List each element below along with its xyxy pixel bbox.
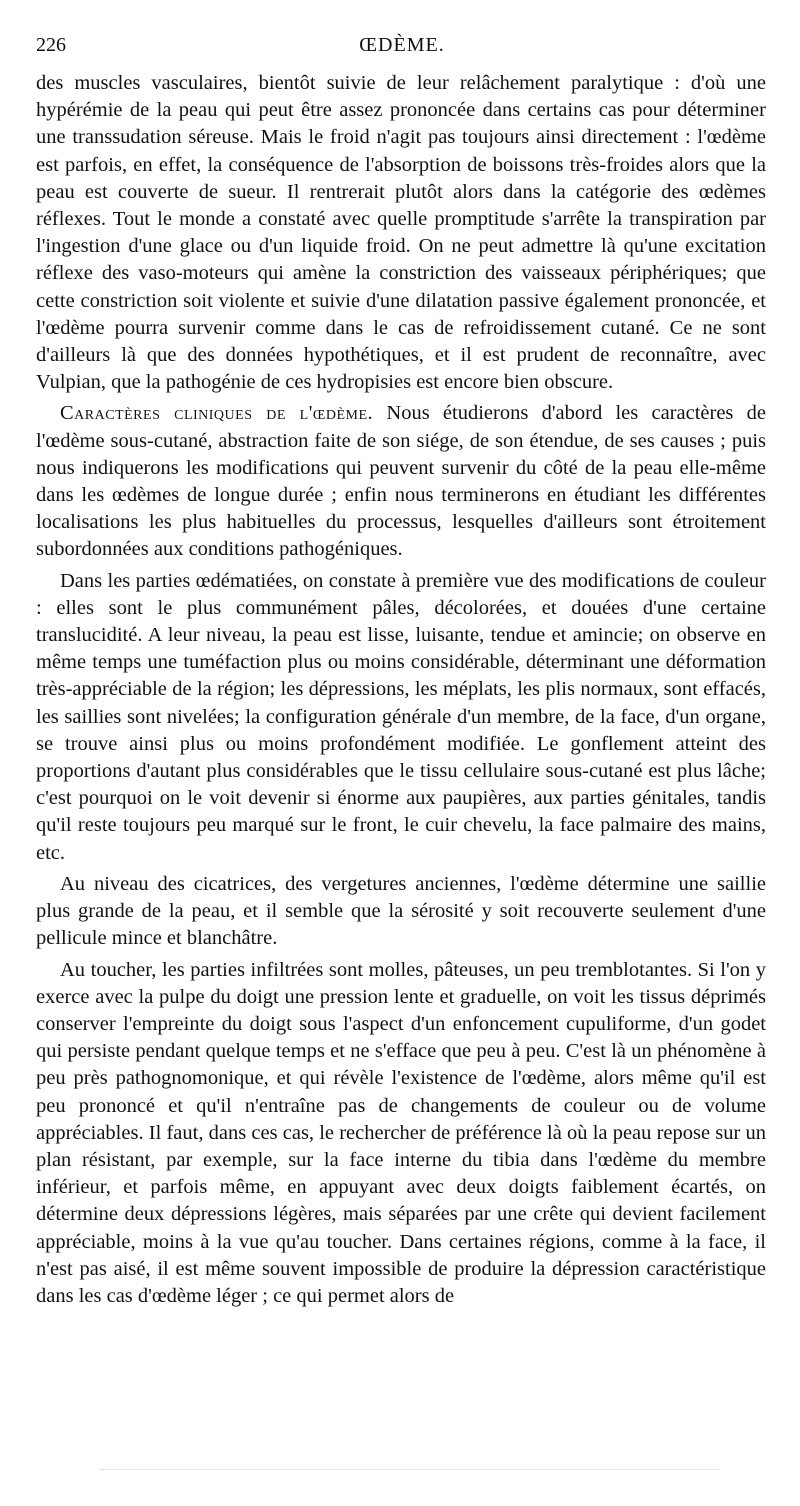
body-text	[36, 70, 766, 1314]
paragraph-text: Dans les parties œdématiées, on constate à première vue des modifications de couleur : elles sont le plus communément pâles, décolorées, et douées d'une certaine translucidité. A leur niveau, la peau est lisse, luisante, tendue et amincie; on observe en même temps une tuméfaction plus ou moins considérable, déterminant une déformation très-appréciable de la région; les dépressions, les méplats, les plis normaux, sont effacés, les saillies sont nivelées; la configuration générale d'un membre, de la face, d'un organe, se trouve ainsi plus ou moins profondément modifiée. Le gonflement atteint des proportions d'autant plus considérables que le tissu cellulaire sous-cutané est plus lâche; c'est pourquoi on le voit devenir si énorme aux paupières, aux parties génitales, tandis qu'il reste toujours peu marqué sur le front, le cuir chevelu, la face palmaire des mains, etc.	[36, 569, 766, 864]
page-number: 226	[36, 34, 66, 56]
paragraph-text: des muscles vasculaires, bientôt suivie de leur relâchement paralytique : d'où une hypérémie de la peau qui peut être assez prononcée dans certains cas pour déterminer une transsudation séreuse. Mais le froid n'agit pas toujours ainsi directement : l'œdème est parfois, en effet, la conséquence de l'absorption de boissons très-froides alors que la peau est couverte de sueur. Il rentrerait plutôt alors dans la catégorie des œdèmes réflexes. Tout le monde a constaté avec quelle promptitude s'arrête la transpiration par l'ingestion d'une glace ou d'un liquide froid. On ne peut admettre là qu'une excitation réflexe des vaso-moteurs qui amène la constriction des vaisseaux périphériques; que cette constriction soit violente et suivie d'une dilatation passive également prononcée, et l'œdème pourra survenir comme dans le cas de refroidissement cutané. Ce ne sont d'ailleurs là que des données hypothétiques, et il est prudent de reconnaître, avec Vulpian, que la pathogénie de ces hydropisies est encore bien obscure.	[36, 72, 766, 394]
paragraph-text: Au toucher, les parties infiltrées sont molles, pâteuses, un peu tremblotantes. Si l'on y exerce avec la pulpe du doigt une pression lente et graduelle, on voit les tissus déprimés conserver l'empreinte du doigt sous l'aspect d'un enfoncement cupuliforme, d'un godet qui persiste pendant quelque temps et ne s'efface que peu à peu. C'est là un phénomène à peu près pathognomonique, et qui révèle l'existence de l'œdème, alors même qu'il est peu prononcé et qu'il n'entraîne pas de changements de couleur ou de volume appréciables. Il faut, dans ces cas, le rechercher de préférence là où la peau repose sur un plan résistant, par exemple, sur la face interne du tibia dans l'œdème du membre inférieur, et parfois même, en appuyant avec deux doigts faiblement écartés, on détermine deux dépressions légères, mais séparées par une crête qui devient facilement appréciable, moins à la vue qu'au toucher. Dans certaines régions, comme à la face, il n'est pas aisé, il est même souvent impossible de produire la dépression caractéristique dans les cas d'œdème léger ; ce qui permet alors de	[36, 958, 766, 1307]
bleed-through-rule	[100, 1469, 720, 1470]
paragraph	[36, 568, 766, 867]
running-title: ŒDÈME.	[359, 34, 445, 56]
section-heading: Caractères cliniques de l'œdème.	[60, 402, 374, 425]
paragraph-text: Au niveau des cicatrices, des vergetures anciennes, l'œdème détermine une saillie plus grande de la peau, et il semble que la sérosité y soit recouverte seulement d'une pellicule mince et blanchâtre.	[36, 872, 766, 950]
paragraph	[36, 70, 766, 396]
paragraph	[36, 871, 766, 953]
paragraph	[36, 957, 766, 1311]
paragraph-text: Nous étudierons d'abord les caractères de l'œdème sous-cutané, abstraction faite de son siége, de son étendue, de ses causes ; puis nous indiquerons les modifications qui peuvent survenir du côté de la peau elle-même dans les œdèmes de longue durée ; enfin nous terminerons en étudiant les différentes localisations les plus habituelles du processus, lesquelles d'ailleurs sont étroitement subordonnées aux conditions pathogéniques.	[36, 402, 766, 561]
paragraph	[36, 400, 766, 563]
running-header	[36, 34, 768, 60]
